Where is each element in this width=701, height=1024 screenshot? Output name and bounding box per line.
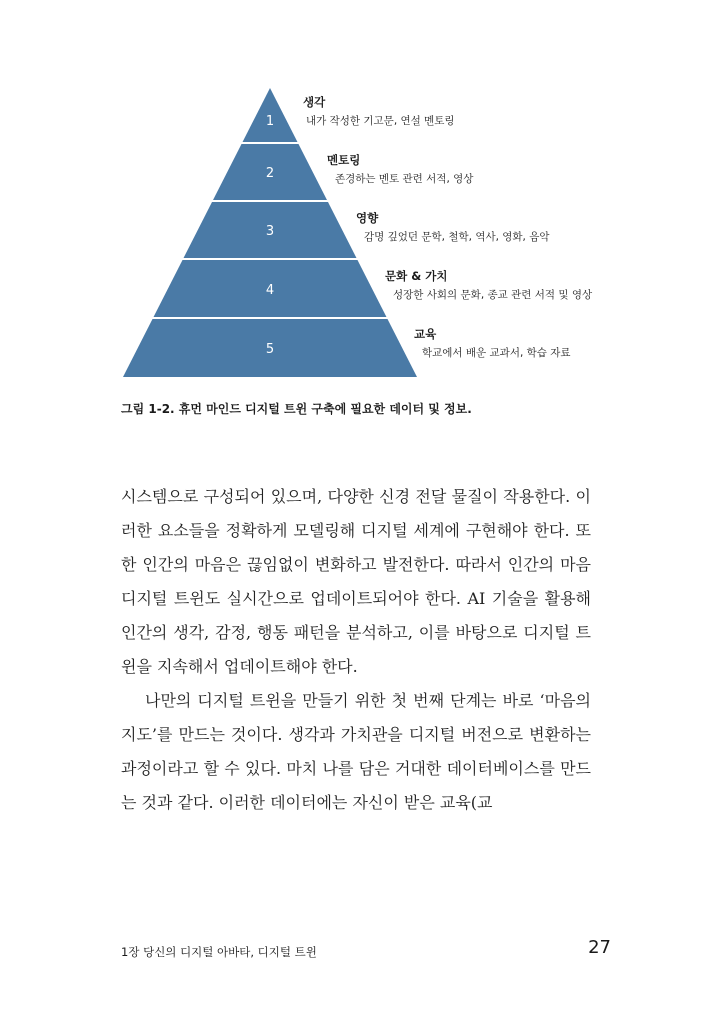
level-number-5: 5	[265, 342, 275, 357]
level-title-1: 생각	[303, 95, 326, 109]
running-footer-title: 1장 당신의 디지털 아바타, 디지털 트윈	[121, 945, 317, 959]
level-desc-1: 내가 작성한 기고문, 연설 멘토링	[306, 115, 455, 127]
figure-caption: 그림 1-2. 휴먼 마인드 디지털 트윈 구축에 필요한 데이터 및 정보.	[121, 402, 472, 416]
level-number-2: 2	[265, 166, 275, 181]
level-desc-3: 감명 깊었던 문학, 철학, 역사, 영화, 음악	[364, 231, 550, 243]
level-desc-4: 성장한 사회의 문화, 종교 관련 서적 및 영상	[393, 289, 593, 301]
pyramid-figure	[0, 0, 701, 440]
level-desc-5: 학교에서 배운 교과서, 학습 자료	[422, 347, 571, 359]
level-title-2: 멘토링	[327, 153, 361, 167]
page-number: 27	[588, 937, 611, 958]
level-number-4: 4	[265, 283, 275, 298]
level-title-4: 문화 & 가치	[385, 269, 448, 283]
body-paragraph: 나만의 디지털 트윈을 만들기 위한 첫 번째 단계는 바로 ‘마음의 지도’를 만드는 것이다. 생각과 가치관을 디지털 버전으로 변환하는 과정이라고 할 수 있다. 마치 나를 담은 거대한 데이터베이스를 만드는 것과 같다. 이러한 데이터에는 자신이 받은 교육(교	[121, 691, 591, 812]
body-paragraph: 시스템으로 구성되어 있으며, 다양한 신경 전달 물질이 작용한다. 이러한 요소들을 정확하게 모델링해 디지털 세계에 구현해야 한다. 또한 인간의 마음은 끊임없이 변화하고 발전한다. 따라서 인간의 마음 디지털 트윈도 실시간으로 업데이트되어야 한다. AI 기술을 활용해 인간의 생각, 감정, 행동 패턴을 분석하고, 이를 바탕으로 디지털 트윈을 지속해서 업데이트해야 한다.	[121, 487, 591, 676]
level-title-3: 영향	[356, 211, 379, 225]
level-title-5: 교육	[414, 327, 437, 341]
body-text	[121, 480, 591, 820]
level-number-3: 3	[265, 224, 275, 239]
level-number-1: 1	[265, 114, 275, 129]
level-desc-2: 존경하는 멘토 관련 서적, 영상	[335, 173, 474, 185]
